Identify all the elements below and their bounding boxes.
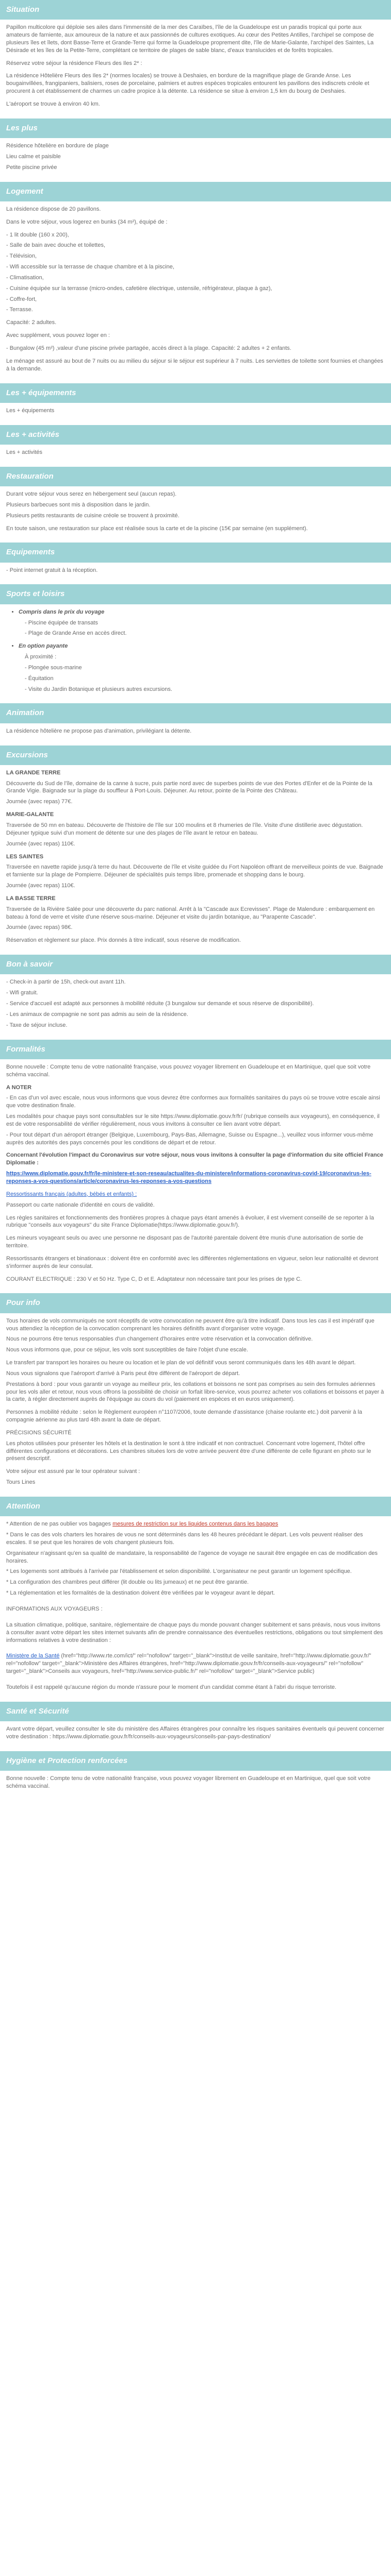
excursion-text: Traversée de la Rivière Salée pour une découverte du parc national. Arrêt à la "Cascade aux Ecrevisses". Plage de Malendure : embarquement en bateau à fond de verre et visite d'une réserve sous-marine. Déjeuner et visite du jardin botanique, au "Parapente Cascade". xyxy=(6,906,375,920)
formalites-text: - En cas d'un vol avec escale, nous vous informons que vous devrez être conformes aux formalités sanitaires du pays où se trouve votre escale ainsi que votre destination finale. xyxy=(6,1095,380,1109)
attention-links-text: (href="http://www.rte.com/ict/" rel="nofollow" target="_blank">Institut de veille sanitaire, href="http://www.diplomatie.gouv.fr/" rel="nofollow" target="_blank">Ministère des Affaires étrangères, href="http://www.diplomatie.gouv.fr/fr/conseils-aux-voyageurs/" rel="nofollow" target="_blank">Conseils aux voyageurs, href="http://www.service-public.fr/" rel="nofollow" target="_blank">Service public) xyxy=(6,1653,371,1675)
section-logement xyxy=(0,201,391,383)
formalites-text: Passeport ou carte nationale d'identité en cours de validité. xyxy=(6,1201,155,1208)
section-restauration xyxy=(0,486,391,543)
logement-text: Le ménage est assuré au bout de 7 nuits ou au milieu du séjour si le séjour est supérieur à 7 nuits. Les serviettes de toilette sont fournies et changées à la demande. xyxy=(6,358,383,372)
logement-item: - Coffre-fort, xyxy=(6,296,37,302)
liquids-restriction-link[interactable]: mesures de restriction sur les liquides contenus dans les bagages xyxy=(112,1521,279,1528)
pour-info-text: Votre séjour est assuré par le tour opérateur suivant : xyxy=(6,1468,140,1475)
bon-savoir-item: - Service d'accueil est adapté aux personnes à mobilité réduite (3 bungalow sur demande et sous réserve de disponibilité). xyxy=(6,1001,314,1007)
attention-text: La situation climatique, politique, sanitaire, réglementaire de chaque pays du monde pouvant changer subitement et sans préavis, nous vous invitons à consulter avant votre départ les sites internet suivants afin de prendre connaissance des éventuelles restrictions, obligations ou tout simplement des informations relatives à votre destination : xyxy=(6,1621,383,1643)
formalites-text: Ressortissants étrangers et binationaux : doivent être en conformité avec les différentes réglementations en vigueur, selon leur nationalité et devront s'informer auprès de leur consulat. xyxy=(6,1255,379,1269)
sports-item: - Piscine équipée de transats xyxy=(25,619,98,626)
attention-text: Toutefois il est rappelé qu'aucune région du monde n'assure pour le moment d'un candidat comme étant à l'abri du risque terroriste. xyxy=(6,1684,337,1690)
restauration-text: En toute saison, une restauration sur place est réalisée sous la carte et de la piscine (15€ par semaine (en supplément). xyxy=(6,525,308,532)
sports-option-list xyxy=(6,642,385,650)
excursion-price: Journée (avec repas) 98€. xyxy=(6,924,73,931)
situation-text: Papillon multicolore qui déploie ses ailes dans l'immensité de la mer des Caraïbes, l'île de la Guadeloupe est un paradis tropical qui porte aux amateurs de farniente, aux amoureux de la nature et aux passionnés de cultures exotiques. Au cœur des Petites Antilles, l'archipel se compose de plusieurs îles et îlets, dont Basse-Terre et Grande-Terre qui forme la Guadeloupe proprement dite, l'île de Marie-Galante, l'archipel des Saintes, La Désirade et les îles de la Petite-Terre, complétant ce territoire de plages de sable blanc, d'eaux translucides et de forêts tropicales. xyxy=(6,24,374,54)
section-plus xyxy=(0,138,391,182)
situation-text: Réservez votre séjour la résidence Fleurs des Iles 2* : xyxy=(6,60,142,66)
restauration-text: Durant votre séjour vous serez en hébergement seul (aucun repas). xyxy=(6,490,177,497)
section-header-situation: Situation xyxy=(0,0,391,20)
section-sante xyxy=(0,1721,391,1751)
excursion-text: Traversée en navette rapide jusqu'à terre du haut. Découverte de l'île et visite guidée du Fort Napoléon offrant de merveilleux points de vue. Baignade et farniente sur la plage de Pompierre. Déjeuner de spécialités puis temps libre, promenade et shopping dans le bourg. xyxy=(6,864,383,878)
formalites-text: - Pour tout départ d'un aéroport étranger (Belgique, Luxembourg, Pays-Bas, Allemagne, Suisse ou Espagne...), veuillez vous informer vous-même auprès des autorités des pays concernés pour les conditions de départ et de retour. xyxy=(6,1131,373,1146)
sports-item: - Plage de Grande Anse en accès direct. xyxy=(25,630,127,637)
sports-option-label: • En option payante xyxy=(19,642,385,650)
logement-item: - Salle de bain avec douche et toilettes, xyxy=(6,242,106,249)
situation-text: La résidence Hôtelière Fleurs des Iles 2* (normes locales) se trouve à Deshaies, en bordure de la magnifique plage de Grande Anse. Les bougainvillées, frangipaniers, balisiers, roses de porcelaine, palmiers et autres espèces tropicales entourent les pavillons des indiscrets créole et procurent à cet établissement de charmes un cadre propice à la détente. La résidence se situe à environ 1,5 km du bourg de Deshaies. xyxy=(6,73,369,95)
section-header-plus-activites: Les + activités xyxy=(0,425,391,445)
restauration-text: Plusieurs petits restaurants de cuisine créole se trouvent à proximité. xyxy=(6,512,180,519)
section-pour-info xyxy=(0,1313,391,1497)
excursion-title: LES SAINTES xyxy=(6,853,44,860)
section-header-sante: Santé et Sécurité xyxy=(0,1702,391,1721)
logement-text: Avec supplément, vous pouvez loger en : xyxy=(6,332,110,339)
ministry-health-link[interactable]: Ministère de la Santé xyxy=(6,1653,60,1659)
excursion-title: LA BASSE TERRE xyxy=(6,895,56,902)
logement-text: Dans le votre séjour, vous logerez en bunks (34 m²), équipé de : xyxy=(6,218,168,225)
sports-option-intro: À proximité : xyxy=(25,654,57,660)
situation-text: L'aéroport se trouve à environ 40 km. xyxy=(6,101,100,107)
attention-text: * La configuration des chambres peut différer (lit double ou lits jumeaux) et ne peut être garantie. xyxy=(6,1579,249,1586)
section-header-bon-savoir: Bon à savoir xyxy=(0,955,391,974)
logement-text: - Bungalow (45 m²) ,valeur d'une piscine privée partagée, accès direct à la plage. Capacité: 2 adultes + 2 enfants. xyxy=(6,345,291,351)
section-header-formalites: Formalités xyxy=(0,1040,391,1059)
excursion-text: Traversée de 50 mn en bateau. Découverte de l'histoire de l'île sur 100 moulins et 8 rhumeries de l'île. Visite d'une distillerie avec dégustation. Déjeuner typique suivi d'un moment de détente sur une des plages de l'île avant le retour en bateau. xyxy=(6,822,363,836)
section-formalites xyxy=(0,1059,391,1294)
bon-savoir-item: - Les animaux de compagnie ne sont pas admis au sein de la résidence. xyxy=(6,1011,188,1018)
section-animation xyxy=(0,723,391,745)
plus-item: Résidence hôtelière en bordure de plage xyxy=(6,143,109,149)
section-header-pour-info: Pour info xyxy=(0,1293,391,1313)
logement-text: Capacité: 2 adultes. xyxy=(6,319,57,326)
pour-info-text: Nous vous informons que, pour ce séjour, les vols sont susceptibles de faire l'objet d'une escale. xyxy=(6,1347,248,1353)
sports-item: - Plongée sous-marine xyxy=(25,664,82,671)
attention-text: * Dans le cas des vols charters les horaires de vous ne sont déterminés dans les 48 heures précédant le départ. Les vols peuvent réaliser des escales. Il se peut que les horaires de vols changent plusieurs fois. xyxy=(6,1532,363,1546)
pour-info-text: Nous vous signalons que l'aéroport d'arrivé à Paris peut être différent de l'aéroport de départ. xyxy=(6,1370,240,1377)
logement-item: - 1 lit double (160 x 200), xyxy=(6,231,69,238)
section-header-hygiene: Hygiène et Protection renforcées xyxy=(0,1751,391,1771)
formalites-nationals-link[interactable]: Ressortissants français (adultes, bébés et enfants) : xyxy=(6,1191,137,1197)
animation-text: La résidence hôtelière ne propose pas d'animation, privilégiant la détente. xyxy=(6,727,192,734)
formalites-covid-text: Concernant l'évolution l'impact du Coronavirus sur votre séjour, nous vous invitons à consulter la page d'information du site officiel France Diplomatie : xyxy=(6,1152,383,1166)
logement-item: - Wifi accessible sur la terrasse de chaque chambre et à la piscine, xyxy=(6,264,174,270)
section-excursions xyxy=(0,765,391,955)
pour-info-text: Personnes à mobilité réduite : selon le Règlement européen n°1107/2006, toute demande d'assistance (chaise roulante etc.) doit parvenir à la compagnie aérienne au plus tard 48h avant la date de départ. xyxy=(6,1409,362,1423)
section-hygiene xyxy=(0,1771,391,1801)
attention-text-a: * Attention de ne pas oublier vos bagages xyxy=(6,1521,113,1528)
logement-item: - Terrasse. xyxy=(6,307,33,313)
section-header-plus: Les plus xyxy=(0,118,391,138)
attention-text: * Les logements sont attribués à l'arrivée par l'établissement et selon disponibilité. L'organisateur ne peut garantir un logement spécifique. xyxy=(6,1568,352,1575)
formalites-covid-link[interactable]: https://www.diplomatie.gouv.fr/fr/le-ministere-et-son-reseau/actualites-du-ministere/informations-coronavirus-covid-19/coronavirus-les-reponses-a-vos-questions/article/coronavirus-les-reponses-a-vos-questions xyxy=(6,1171,371,1184)
sports-item: - Visite du Jardin Botanique et plusieurs autres excursions. xyxy=(25,686,172,692)
formalites-text: COURANT ELECTRIQUE : 230 V et 50 Hz. Type C, D et E. Adaptateur non nécessaire tant pour les prises de type C. xyxy=(6,1276,302,1282)
section-equipements xyxy=(0,563,391,585)
plus-item: Petite piscine privée xyxy=(6,164,57,171)
pour-info-text: PRÉCISIONS SÉCURITÉ xyxy=(6,1429,72,1436)
section-attention xyxy=(0,1516,391,1702)
attention-links xyxy=(6,1652,385,1675)
plus-item: Lieu calme et paisible xyxy=(6,153,61,160)
excursion-price: Journée (avec repas) 77€. xyxy=(6,799,73,805)
section-plus-activites xyxy=(0,445,391,467)
logement-item: - Cuisine équipée sur la terrasse (micro-ondes, cafetière électrique, ustensile, réfrigérateur, plaque à gaz), xyxy=(6,285,272,292)
section-bon-savoir xyxy=(0,974,391,1039)
pour-info-text: Prestations à bord : pour vous garantir un voyage au meilleur prix, les collations et boissons ne sont pas comprises au sein des formules aériennes pour les vols aller et retour, nous vous offrons la possibilité de choisir un forfait libre-service, vous pourrez acheter vos collations et boissons et payer à la carte, à régler directement auprès de l'équipage au cours du vol (paiement en espèces et en euros uniquement). xyxy=(6,1381,384,1403)
excursion-title: LA GRANDE TERRE xyxy=(6,769,61,776)
bon-savoir-item: - Wifi gratuit. xyxy=(6,990,38,996)
section-header-excursions: Excursions xyxy=(0,745,391,765)
formalites-text: Les règles sanitaires et fonctionnements des frontières propres à chaque pays étant amenés à évoluer, il est vivement conseillé de se reporter à la rubrique "conseils aux voyageurs" du site France Diplomatie(https://www.diplomatie.gouv.fr/). xyxy=(6,1214,374,1229)
section-header-restauration: Restauration xyxy=(0,467,391,486)
section-header-sports: Sports et loisirs xyxy=(0,584,391,604)
pour-info-text: Le transfert par transport les horaires ou heure ou location et le plan de vol définitif vous seront communiqués dans les 48h avant le départ. xyxy=(6,1360,356,1366)
excursion-text: Découverte du Sud de l'île, domaine de la canne à sucre, puis partie nord avec de superbes points de vue des Portes d'Enfer et de la Pointe de la Grande Vigie. Baignade sur la plage du souffleur à Port-Louis. Déjeuner. Au retour, pointe de la Pointe des Château. xyxy=(6,780,372,794)
restauration-text: Plusieurs barbecues sont mis à disposition dans le jardin. xyxy=(6,501,151,508)
sports-included-label: • Compris dans le prix du voyage xyxy=(19,608,385,616)
pour-info-text: Nous ne pourrons être tenus responsables d'un changement d'horaires entre votre réservation et la convocation définitive. xyxy=(6,1336,313,1343)
logement-text: La résidence dispose de 20 pavillons. xyxy=(6,206,101,212)
sante-text: Avant votre départ, veuillez consulter le site du ministère des Affaires étrangères pour connaître les risques sanitaires éventuels qui peuvent concerner votre destination : https://www.diplomatie.gouv.fr/fr/conseils-aux-voyageurs/conseils-par-pays-destination/ xyxy=(6,1726,384,1740)
hygiene-text: Bonne nouvelle : Compte tenu de votre nationalité française, vous pouvez voyager librement en Guadeloupe et en Martinique, quel que soit votre schéma vaccinal. xyxy=(6,1775,371,1789)
excursion-price: Journée (avec repas) 110€. xyxy=(6,840,75,847)
excursion-title: MARIE-GALANTE xyxy=(6,811,54,818)
section-header-equipements: Equipements xyxy=(0,543,391,562)
plus-equipements-text: Les + équipements xyxy=(6,407,55,414)
section-header-animation: Animation xyxy=(0,703,391,723)
bon-savoir-item: - Check-in à partir de 15h, check-out avant 11h. xyxy=(6,979,126,986)
logement-item: - Télévision, xyxy=(6,253,37,260)
sports-item: - Équitation xyxy=(25,675,54,682)
section-sports xyxy=(0,604,391,704)
formalites-text: Les modalités pour chaque pays sont consultables sur le site https://www.diplomatie.gouv.fr/fr/ (rubrique conseils aux voyageurs), en conséquence, il est de votre responsabilité de vérifier régulièrement, nous vous invitons à consulter ce lien avant votre départ. xyxy=(6,1113,380,1127)
logement-item: - Climatisation, xyxy=(6,274,44,281)
excursion-price: Journée (avec repas) 110€. xyxy=(6,883,75,889)
section-header-plus-equipements: Les + équipements xyxy=(0,383,391,403)
formalites-note-label: A NOTER xyxy=(6,1084,32,1091)
plus-activites-text: Les + activités xyxy=(6,449,43,455)
attention-text: Organisateur n'agissant qu'en sa qualité de mandataire, la responsabilité de l'agence de voyage ne saurait être engagée en cas de modification des horaires. xyxy=(6,1550,378,1564)
pour-info-text: Les photos utilisées pour présenter les hôtels et la destination le sont à titre indicatif et non contractuel. Concernant votre logement, l'hôtel offre différentes configurations et décorations. Les chambres situées lors de votre arrivée peuvent être d'une différente de celle figurant en photo sur le présent descriptif. xyxy=(6,1440,371,1462)
attention-heading: INFORMATIONS AUX VOYAGEURS : xyxy=(6,1606,103,1612)
section-plus-equipements xyxy=(0,403,391,425)
equipements-text: - Point internet gratuit à la réception. xyxy=(6,567,98,573)
formalites-text: Bonne nouvelle : Compte tenu de votre nationalité française, vous pouvez voyager librement en Guadeloupe et en Martinique, quel que soit votre schéma vaccinal. xyxy=(6,1063,371,1078)
pour-info-text: Tours Lines xyxy=(6,1479,36,1486)
bon-savoir-item: - Taxe de séjour incluse. xyxy=(6,1022,68,1028)
section-header-logement: Logement xyxy=(0,182,391,201)
pour-info-text: Tous horaires de vols communiqués ne sont réceptifs de votre convocation ne peuvent être qu'à titre indicatif. Dans tous les cas il est impératif que vous attendiez la réception de la convocation comprenant les horaires définitifs avant d'organiser votre voyage. xyxy=(6,1317,374,1332)
sports-included-list xyxy=(6,608,385,616)
section-situation xyxy=(0,20,391,118)
attention-text xyxy=(6,1520,385,1528)
attention-text: * La réglementation et les formalités de la destination doivent être vérifiées par le voyageur avant le départ. xyxy=(6,1590,275,1597)
excursion-note: Réservation et règlement sur place. Prix donnés à titre indicatif, sous réserve de modification. xyxy=(6,937,241,944)
section-header-attention: Attention xyxy=(0,1497,391,1516)
formalites-text: Les mineurs voyageant seuls ou avec une personne ne disposant pas de l'autorité parentale doivent être munis d'une autorisation de sortie de territoire. xyxy=(6,1235,364,1249)
